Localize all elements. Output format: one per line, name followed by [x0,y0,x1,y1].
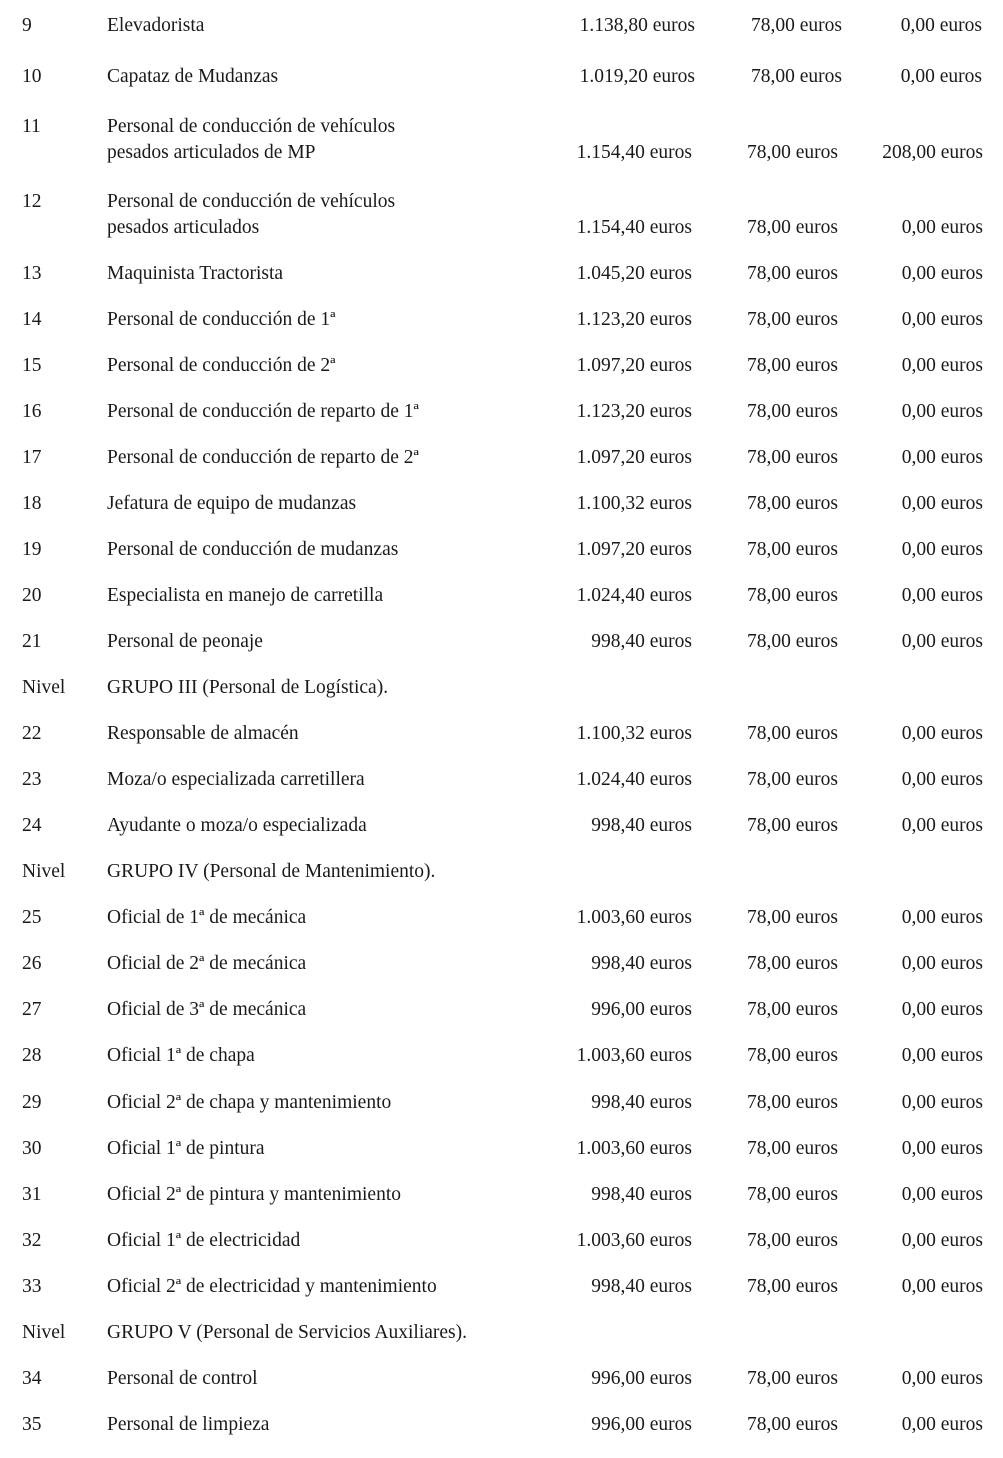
base-salary: 1.019,20 euros [579,66,695,87]
extra-amount: 0,00 euros [901,1414,983,1435]
level-number: 28 [22,1045,42,1066]
level-number: 33 [22,1276,42,1297]
category-name [107,997,306,1023]
extra-amount: 0,00 euros [901,999,983,1020]
extra-amount: 0,00 euros [901,539,983,560]
category-line: Personal de conducción de 1ª [107,309,336,330]
base-salary: 1.024,40 euros [576,769,692,790]
category-line: GRUPO IV (Personal de Mantenimiento). [107,861,436,882]
base-salary: 998,40 euros [591,953,692,974]
plus-amount: 78,00 euros [747,355,838,376]
category-line: Oficial 2ª de electricidad y mantenimiento [107,1276,437,1297]
extra-amount: 0,00 euros [901,355,983,376]
base-salary: 1.138,80 euros [579,15,695,36]
base-salary: 1.154,40 euros [576,142,692,163]
category-line: Oficial de 2ª de mecánica [107,953,307,974]
extra-amount: 0,00 euros [901,401,983,422]
category-name [107,353,335,379]
extra-amount: 0,00 euros [901,1045,983,1066]
category-line: Oficial de 3ª de mecánica [107,999,307,1020]
category-line: Maquinista Tractorista [107,263,284,284]
category-line: Personal de conducción de mudanzas [107,539,399,560]
extra-amount: 0,00 euros [901,309,983,330]
base-salary: 1.003,60 euros [576,907,692,928]
level-label: Nivel [22,1322,66,1343]
category-name [107,307,335,333]
category-name [107,905,306,931]
extra-amount: 0,00 euros [901,907,983,928]
base-salary: 998,40 euros [591,1276,692,1297]
level-label: Nivel [22,677,66,698]
base-salary: 1.097,20 euros [576,355,692,376]
category-line: Jefatura de equipo de mudanzas [107,493,357,514]
base-salary: 996,00 euros [591,1414,692,1435]
category-name [107,64,278,90]
category-name [107,767,365,793]
category-line: Especialista en manejo de carretilla [107,585,384,606]
category-line: Oficial 2ª de chapa y mantenimiento [107,1092,392,1113]
category-name [107,1182,401,1208]
category-name [107,629,263,655]
group-title [107,1320,467,1346]
category-name [107,721,299,747]
level-number: 17 [22,447,42,468]
extra-amount: 0,00 euros [901,1368,983,1389]
level-number: 10 [22,66,42,87]
category-line: Moza/o especializada carretillera [107,769,365,790]
plus-amount: 78,00 euros [751,66,842,87]
plus-amount: 78,00 euros [747,401,838,422]
plus-amount: 78,00 euros [747,769,838,790]
group-title [107,675,388,701]
level-number: 31 [22,1184,42,1205]
plus-amount: 78,00 euros [747,217,838,238]
category-name [107,1136,265,1162]
level-number: 24 [22,815,42,836]
category-name [107,583,383,609]
category-name [107,813,367,839]
base-salary: 1.003,60 euros [576,1138,692,1159]
plus-amount: 78,00 euros [747,585,838,606]
category-name [107,1274,437,1300]
extra-amount: 0,00 euros [900,66,982,87]
base-salary: 1.003,60 euros [576,1045,692,1066]
base-salary: 1.100,32 euros [576,493,692,514]
category-line: Oficial 2ª de pintura y mantenimiento [107,1184,402,1205]
base-salary: 1.045,20 euros [576,263,692,284]
level-number: 30 [22,1138,42,1159]
extra-amount: 0,00 euros [901,1230,983,1251]
plus-amount: 78,00 euros [747,447,838,468]
extra-amount: 0,00 euros [901,493,983,514]
extra-amount: 0,00 euros [901,1138,983,1159]
extra-amount: 0,00 euros [901,447,983,468]
category-line: Oficial 1ª de chapa [107,1045,255,1066]
plus-amount: 78,00 euros [747,1138,838,1159]
category-line: Personal de limpieza [107,1414,270,1435]
category-name [107,1043,255,1069]
category-line: pesados articulados [107,217,260,238]
plus-amount: 78,00 euros [747,1045,838,1066]
level-number: 13 [22,263,42,284]
plus-amount: 78,00 euros [747,1092,838,1113]
category-line: Personal de conducción de reparto de 1ª [107,401,419,422]
category-name [107,13,204,39]
extra-amount: 0,00 euros [901,1184,983,1205]
level-number: 27 [22,999,42,1020]
base-salary: 1.097,20 euros [576,539,692,560]
plus-amount: 78,00 euros [751,15,842,36]
level-number: 29 [22,1092,42,1113]
base-salary: 1.123,20 euros [576,401,692,422]
category-name [107,445,419,471]
extra-amount: 0,00 euros [901,769,983,790]
level-number: 25 [22,907,42,928]
level-label: Nivel [22,861,66,882]
category-line: Personal de conducción de vehículos [107,191,396,212]
category-name [107,951,306,977]
level-number: 14 [22,309,42,330]
category-line: Personal de peonaje [107,631,263,652]
plus-amount: 78,00 euros [747,999,838,1020]
plus-amount: 78,00 euros [747,1414,838,1435]
extra-amount: 0,00 euros [901,585,983,606]
plus-amount: 78,00 euros [747,263,838,284]
level-number: 34 [22,1368,42,1389]
plus-amount: 78,00 euros [747,907,838,928]
base-salary: 996,00 euros [591,999,692,1020]
category-line: GRUPO III (Personal de Logística). [107,677,389,698]
level-number: 32 [22,1230,42,1251]
category-name [107,537,398,563]
category-line: Personal de control [107,1368,258,1389]
category-line: GRUPO V (Personal de Servicios Auxiliares). [107,1322,467,1343]
category-line: Elevadorista [107,15,205,36]
level-number: 22 [22,723,42,744]
base-salary: 1.024,40 euros [576,585,692,606]
plus-amount: 78,00 euros [747,493,838,514]
plus-amount: 78,00 euros [747,142,838,163]
extra-amount: 0,00 euros [901,263,983,284]
plus-amount: 78,00 euros [747,1276,838,1297]
base-salary: 1.003,60 euros [576,1230,692,1251]
plus-amount: 78,00 euros [747,309,838,330]
plus-amount: 78,00 euros [747,953,838,974]
category-name [107,1366,258,1392]
category-name [107,261,283,287]
base-salary: 1.154,40 euros [576,217,692,238]
base-salary: 998,40 euros [591,1092,692,1113]
category-line: pesados articulados de MP [107,142,316,163]
level-number: 15 [22,355,42,376]
plus-amount: 78,00 euros [747,631,838,652]
plus-amount: 78,00 euros [747,723,838,744]
category-line: Personal de conducción de reparto de 2ª [107,447,419,468]
extra-amount: 0,00 euros [901,815,983,836]
category-name [107,189,395,241]
category-name [107,1228,300,1254]
extra-amount: 0,00 euros [901,631,983,652]
plus-amount: 78,00 euros [747,1184,838,1205]
base-salary: 1.097,20 euros [576,447,692,468]
level-number: 23 [22,769,42,790]
level-number: 20 [22,585,42,606]
base-salary: 998,40 euros [591,1184,692,1205]
group-title [107,859,435,885]
plus-amount: 78,00 euros [747,539,838,560]
plus-amount: 78,00 euros [747,815,838,836]
category-name [107,491,356,517]
level-number: 35 [22,1414,42,1435]
category-line: Responsable de almacén [107,723,299,744]
level-number: 12 [22,191,42,212]
base-salary: 998,40 euros [591,631,692,652]
category-line: Ayudante o moza/o especializada [107,815,367,836]
base-salary: 998,40 euros [591,815,692,836]
category-name [107,399,419,425]
extra-amount: 208,00 euros [882,142,983,163]
level-number: 11 [22,116,41,137]
level-number: 16 [22,401,42,422]
base-salary: 1.123,20 euros [576,309,692,330]
level-number: 26 [22,953,42,974]
base-salary: 1.100,32 euros [576,723,692,744]
extra-amount: 0,00 euros [901,723,983,744]
base-salary: 996,00 euros [591,1368,692,1389]
category-line: Oficial 1ª de electricidad [107,1230,301,1251]
extra-amount: 0,00 euros [901,217,983,238]
category-line: Personal de conducción de vehículos [107,116,396,137]
category-line: Capataz de Mudanzas [107,66,279,87]
extra-amount: 0,00 euros [901,1276,983,1297]
level-number: 9 [22,15,32,36]
category-name [107,114,395,166]
plus-amount: 78,00 euros [747,1230,838,1251]
category-line: Personal de conducción de 2ª [107,355,336,376]
category-name [107,1412,269,1438]
category-line: Oficial de 1ª de mecánica [107,907,307,928]
level-number: 18 [22,493,42,514]
level-number: 21 [22,631,42,652]
category-line: Oficial 1ª de pintura [107,1138,265,1159]
category-name [107,1090,391,1116]
extra-amount: 0,00 euros [900,15,982,36]
level-number: 19 [22,539,42,560]
extra-amount: 0,00 euros [901,953,983,974]
extra-amount: 0,00 euros [901,1092,983,1113]
plus-amount: 78,00 euros [747,1368,838,1389]
